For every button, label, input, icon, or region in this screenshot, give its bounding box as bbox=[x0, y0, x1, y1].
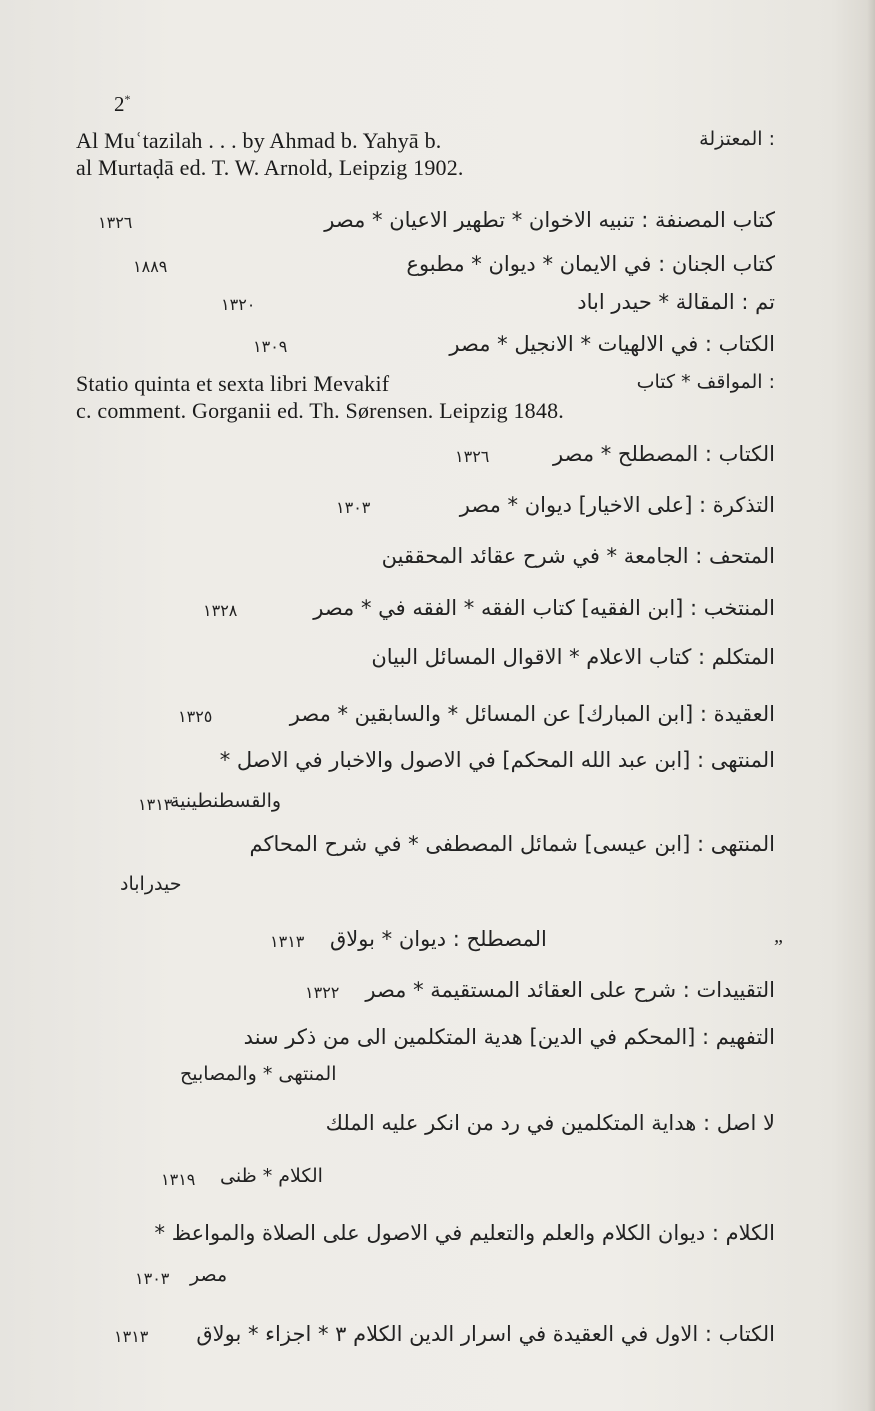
entry-year-17: ١٣١٩ bbox=[161, 1170, 196, 1189]
entry-2: كتاب الجنان : في الايمان * ديوان * مطبوع bbox=[406, 252, 775, 276]
entry-year-3: ١٣٢٠ bbox=[221, 295, 256, 314]
entry-17: الكلام * ظنى bbox=[220, 1165, 323, 1187]
entry-15: التفهيم : [المحكم في الدين] هدية المتكلمين الى من ذكر سند bbox=[243, 1025, 775, 1049]
entry-19: الكتاب : الاول في العقيدة في اسرار الدين الكلام ٣ * اجزاء * بولاق bbox=[196, 1322, 775, 1346]
entry-4: الكتاب : في الالهيات * الانجيل * مصر bbox=[449, 332, 775, 356]
entry-13: المصطلح : ديوان * بولاق bbox=[330, 927, 547, 951]
entry-year-2: ١٨٨٩ bbox=[133, 257, 168, 276]
entry-year-8: ١٣٢٨ bbox=[203, 601, 238, 620]
entry-year-10: ١٣٢٥ bbox=[178, 707, 213, 726]
entry-12-cont: حيدراباد bbox=[120, 873, 182, 895]
entry-14: التقييدات : شرح على العقائد المستقيمة * مصر bbox=[365, 978, 775, 1002]
entry-year-13: ١٣١٣ bbox=[270, 932, 305, 951]
latin-line-4: c. comment. Gorganii ed. Th. Sørensen. Leipzig 1848. bbox=[76, 398, 564, 423]
entry-10: العقيدة : [ابن المبارك] عن المسائل * والسابقين * مصر bbox=[289, 702, 775, 726]
latin-line-3: Statio quinta et sexta libri Mevakif bbox=[76, 371, 390, 396]
entry-5: الكتاب : المصطلح * مصر bbox=[553, 442, 775, 466]
entry-11-cont: والقسطنطينية bbox=[170, 790, 282, 812]
entry-year-14: ١٣٢٢ bbox=[305, 983, 340, 1002]
entry-12: المنتهى : [ابن عيسى] شمائل المصطفى * في شرح المحاكم bbox=[249, 832, 775, 856]
entry-year-18: ١٣٠٣ bbox=[135, 1269, 170, 1288]
entry-year-6: ١٣٠٣ bbox=[336, 498, 371, 517]
entry-year-4: ١٣٠٩ bbox=[253, 337, 288, 356]
entry-year-1: ١٣٢٦ bbox=[98, 213, 133, 232]
signature-mark: 2* bbox=[114, 92, 131, 116]
entry-6: التذكرة : [على الاخيار] ديوان * مصر bbox=[459, 493, 775, 517]
entry-18-cont: مصر bbox=[190, 1264, 228, 1286]
entry-18: الكلام : ديوان الكلام والعلم والتعليم في الاصول على الصلاة والمواعظ * bbox=[154, 1221, 775, 1245]
entry-15-cont: المنتهى * والمصابيح bbox=[180, 1063, 337, 1085]
entry-3: تم : المقالة * حيدر اباد bbox=[577, 290, 775, 314]
entry-11: المنتهى : [ابن عبد الله المحكم] في الاصول والاخبار في الاصل * bbox=[219, 748, 775, 772]
entry-7: المتحف : الجامعة * في شرح عقائد المحققين bbox=[381, 544, 775, 568]
entry-year-19: ١٣١٣ bbox=[114, 1327, 149, 1346]
entry-1: كتاب المصنفة : تنبيه الاخوان * تطهير الاعيان * مصر bbox=[324, 208, 775, 232]
ditto-mark: „ bbox=[774, 925, 786, 947]
entry-year-11: ١٣١٣ bbox=[138, 795, 173, 814]
entry-16: لا اصل : هداية المتكلمين في رد من انكر عليه الملك bbox=[325, 1111, 775, 1135]
latin-line-2: al Murtaḍā ed. T. W. Arnold, Leipzig 1902. bbox=[76, 155, 464, 180]
entry-9: المتكلم : كتاب الاعلام * الاقوال المسائل البيان bbox=[371, 645, 775, 669]
entry-year-5: ١٣٢٦ bbox=[455, 447, 490, 466]
entry-8: المنتخب : [ابن الفقيه] كتاب الفقه * الفقه في * مصر bbox=[313, 596, 775, 620]
arabic-heading-1: : المعتزلة bbox=[699, 128, 775, 150]
arabic-heading-2: : المواقف * كتاب bbox=[636, 371, 775, 393]
latin-line-1: Al Muʿtazilah . . . by Ahmad b. Yahyā b. bbox=[76, 128, 442, 153]
page-edge-shadow bbox=[867, 0, 875, 1411]
